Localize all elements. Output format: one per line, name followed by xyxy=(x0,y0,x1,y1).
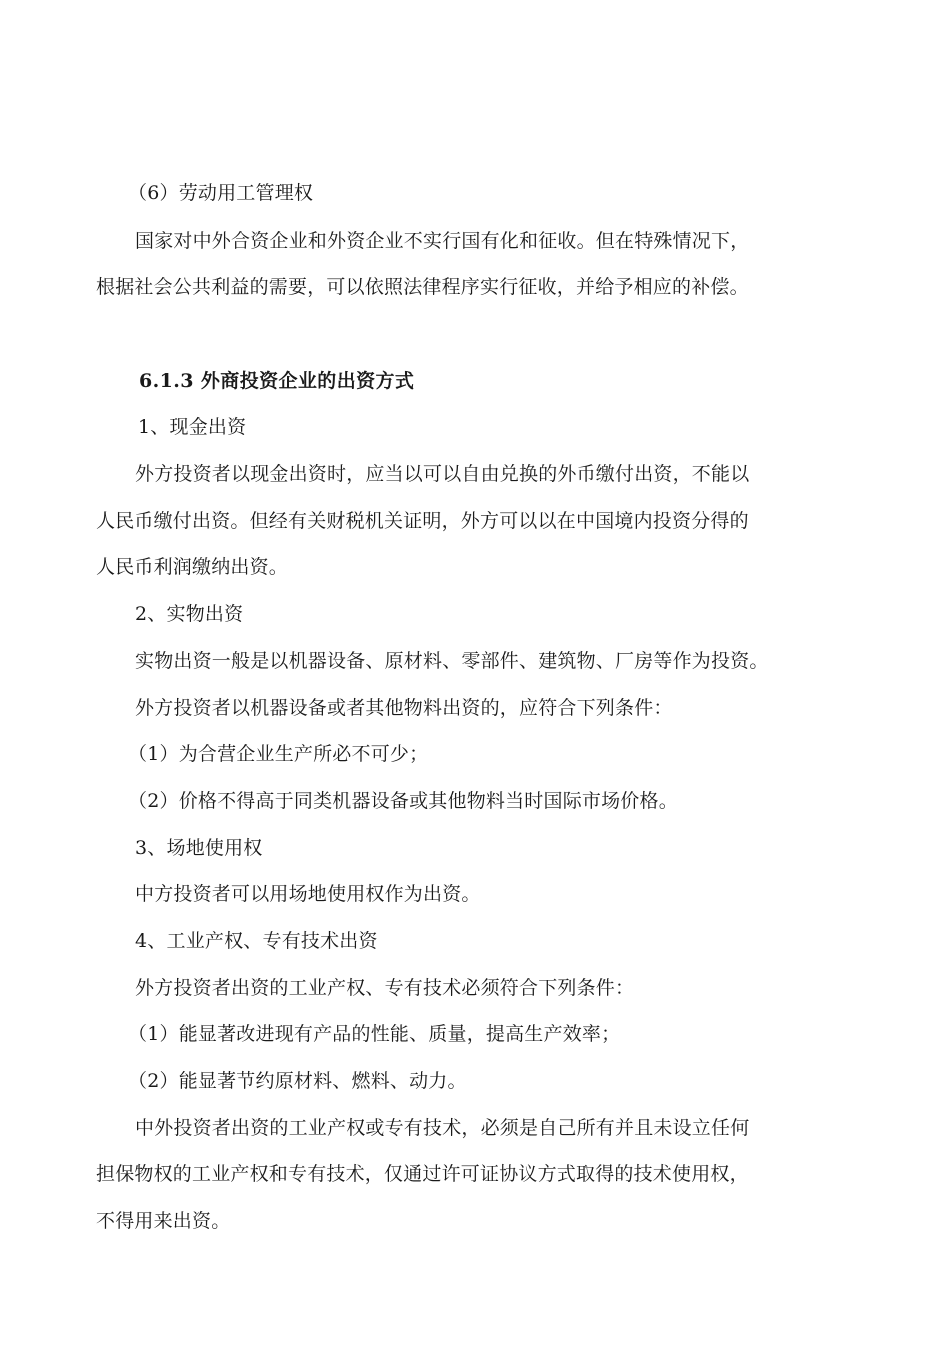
paragraph-line: 中方投资者可以用场地使用权作为出资。 xyxy=(135,883,481,905)
paragraph-line: 根据社会公共利益的需要，可以依照法律程序实行征收，并给予相应的补偿。 xyxy=(96,276,749,298)
paragraph-line: 外方投资者出资的工业产权、专有技术必须符合下列条件： xyxy=(135,977,635,999)
paragraph-line: 不得用来出资。 xyxy=(96,1210,231,1232)
item-title-land-use: 3、场地使用权 xyxy=(135,837,263,859)
section-heading-labor: （6）劳动用工管理权 xyxy=(128,182,314,204)
paragraph-line: 国家对中外合资企业和外资企业不实行国有化和征收。但在特殊情况下， xyxy=(135,230,750,252)
paragraph-line: 担保物权的工业产权和专有技术，仅通过许可证协议方式取得的技术使用权， xyxy=(96,1163,749,1185)
item-title-in-kind: 2、实物出资 xyxy=(135,603,244,625)
condition-item: （1）能显著改进现有产品的性能、质量，提高生产效率； xyxy=(128,1023,621,1045)
paragraph-line: 人民币缴付出资。但经有关财税机关证明，外方可以以在中国境内投资分得的 xyxy=(96,510,749,532)
section-heading-613: 6.1.3 外商投资企业的出资方式 xyxy=(139,370,415,392)
paragraph-line: 人民币利润缴纳出资。 xyxy=(96,556,289,578)
item-title-ip: 4、工业产权、专有技术出资 xyxy=(135,930,378,952)
paragraph-line: 外方投资者以机器设备或者其他物料出资的，应符合下列条件： xyxy=(135,697,673,719)
condition-item: （2）能显著节约原材料、燃料、动力。 xyxy=(128,1070,467,1092)
condition-item: （2）价格不得高于同类机器设备或其他物料当时国际市场价格。 xyxy=(128,790,678,812)
paragraph-line: 外方投资者以现金出资时，应当以可以自由兑换的外币缴付出资，不能以 xyxy=(135,463,750,485)
paragraph-line: 实物出资一般是以机器设备、原材料、零部件、建筑物、厂房等作为投资。 xyxy=(135,650,769,672)
condition-item: （1）为合营企业生产所必不可少； xyxy=(128,743,429,765)
item-title-cash: 1、现金出资 xyxy=(138,416,247,438)
paragraph-line: 中外投资者出资的工业产权或专有技术，必须是自己所有并且未设立任何 xyxy=(135,1117,750,1139)
